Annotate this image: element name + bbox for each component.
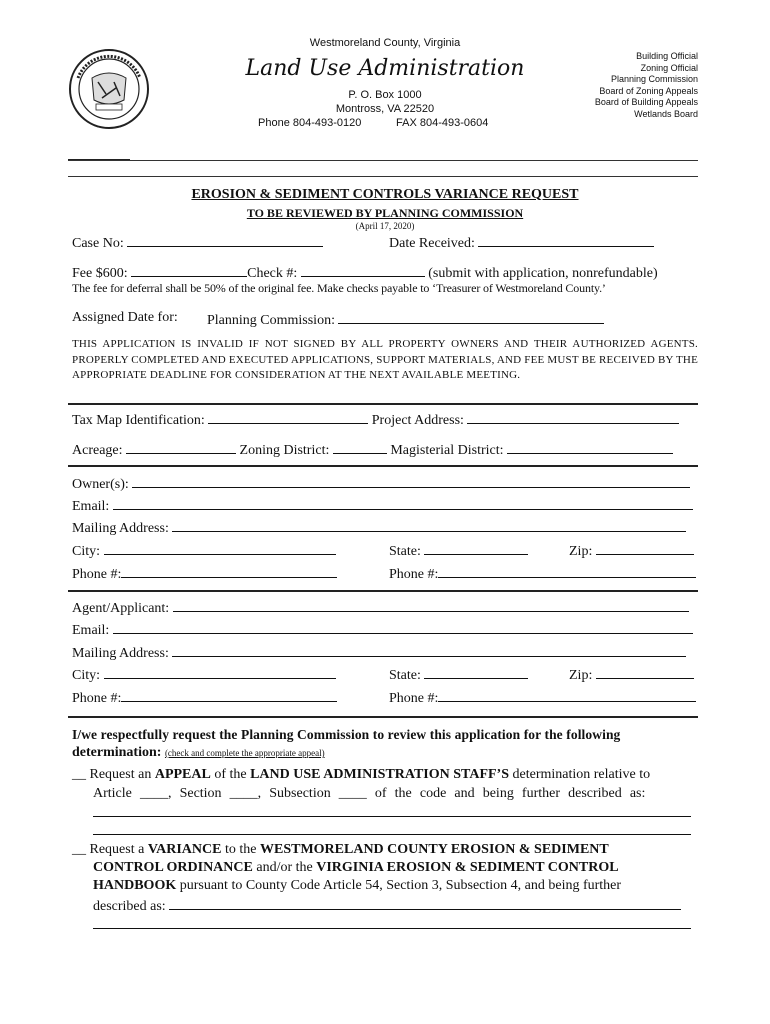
- owner-phone-row: [72, 564, 337, 583]
- assigned-date-label: Assigned Date for:: [72, 310, 178, 325]
- agent-field[interactable]: [173, 598, 689, 612]
- fee-field[interactable]: [131, 263, 247, 277]
- appeal-staff: LAND USE ADMINISTRATION STAFF’S: [250, 767, 510, 782]
- variance-line3: [93, 878, 621, 894]
- check-label: Check #:: [247, 266, 298, 281]
- owner-state-row: [389, 541, 528, 560]
- owner-row: [72, 474, 690, 493]
- variance-pursuant: pursuant to County Code Article 54, Section 3, Subsection 4, and being further: [176, 878, 622, 893]
- appeal-line2: Article ____, Section ____, Subsection ____ of the code and being further described as:: [93, 786, 646, 801]
- owner-phone-label: Phone #:: [72, 567, 122, 582]
- agent-zip-label: Zip:: [569, 668, 593, 683]
- project-address-label: Project Address:: [371, 413, 464, 428]
- form-date: (April 17, 2020): [355, 221, 415, 231]
- variance-virginia: VIRGINIA EROSION & SEDIMENT CONTROL: [316, 860, 619, 875]
- check-note: (check and complete the appropriate appeal): [164, 748, 325, 758]
- agent-phone-field[interactable]: [121, 688, 337, 702]
- section-rule: [68, 716, 698, 718]
- owner-city-row: [72, 541, 336, 560]
- variance-text: to the: [221, 842, 260, 857]
- agent-phone-row: [72, 688, 337, 707]
- planning-commission-row: [207, 310, 604, 329]
- agent-label: Agent/Applicant:: [72, 601, 170, 616]
- date-received-row: [389, 233, 654, 252]
- acreage-row: [72, 440, 673, 459]
- owner-phone-field[interactable]: [121, 564, 337, 578]
- variance-line4: [93, 896, 681, 915]
- variance-description-field[interactable]: [169, 896, 681, 910]
- variance-described-label: described as:: [93, 899, 166, 914]
- determination-label: determination:: [72, 745, 162, 760]
- agent-mailing-label: Mailing Address:: [72, 646, 169, 661]
- agent-zip-row: [569, 665, 694, 684]
- project-address-field[interactable]: [467, 410, 679, 424]
- agent-mailing-row: [72, 643, 686, 662]
- agent-row: [72, 598, 689, 617]
- owner-mailing-field[interactable]: [172, 518, 686, 532]
- case-no-label: Case No:: [72, 236, 124, 251]
- acreage-label: Acreage:: [72, 443, 123, 458]
- check-field[interactable]: [301, 263, 425, 277]
- department-item: Zoning Official: [640, 62, 698, 73]
- owner-phone2-field[interactable]: [438, 564, 696, 578]
- variance-county: WESTMORELAND COUNTY EROSION & SEDIMENT: [259, 842, 609, 857]
- appeal-keyword: APPEAL: [154, 767, 211, 782]
- owner-state-field[interactable]: [424, 541, 528, 555]
- submit-note: (submit with application, nonrefundable): [428, 266, 658, 281]
- agent-city-label: City:: [72, 668, 101, 683]
- agent-email-field[interactable]: [113, 620, 693, 634]
- department-list: [595, 51, 698, 120]
- deferral-note: The fee for deferral shall be 50% of the original fee. Make checks payable to ‘Treasurer of Westmoreland County.’: [72, 281, 606, 295]
- section-rule: [68, 590, 698, 592]
- agent-state-field[interactable]: [424, 665, 528, 679]
- agent-phone2-field[interactable]: [438, 688, 696, 702]
- owner-mailing-label: Mailing Address:: [72, 521, 169, 536]
- fee-label: Fee $600:: [72, 266, 128, 281]
- date-received-label: Date Received:: [389, 236, 475, 251]
- acreage-field[interactable]: [126, 440, 236, 454]
- department-item: Wetlands Board: [634, 108, 698, 119]
- request-intro: I/we respectfully request the Planning Commission to review this application for the following: [72, 727, 621, 742]
- case-no-row: [72, 233, 323, 252]
- case-no-field[interactable]: [127, 233, 323, 247]
- zoning-district-label: Zoning District:: [239, 443, 330, 458]
- form-subtitle: TO BE REVIEWED BY PLANNING COMMISSION: [246, 206, 524, 220]
- owner-email-row: [72, 496, 693, 515]
- planning-commission-field[interactable]: [338, 310, 604, 324]
- owner-state-label: State:: [389, 544, 421, 559]
- appeal-description-line[interactable]: [93, 834, 691, 835]
- fee-row: [72, 263, 658, 282]
- invalid-notice: THIS APPLICATION IS INVALID IF NOT SIGNED BY ALL PROPERTY OWNERS AND THEIR AUTHORIZED AGENTS. PROPERLY COMPLETED AND EXECUTED APPLICATIONS, SUPPORT MATERIALS, AND FEE MUST BE RECEIVED BY THE APPROPRIATE DEADLINE FOR CONSIDERATION AT THE NEXT AVAILABLE MEETING.: [72, 338, 698, 381]
- owner-field[interactable]: [132, 474, 690, 488]
- owner-email-label: Email:: [72, 499, 110, 514]
- phone-number: Phone 804-493-0120: [258, 117, 362, 129]
- variance-andor: and/or the: [252, 860, 317, 875]
- agent-phone-label: Phone #:: [72, 691, 122, 706]
- variance-prefix: __ Request a: [72, 842, 148, 857]
- tax-map-row: [72, 410, 679, 429]
- variance-option[interactable]: [72, 842, 609, 858]
- date-received-field[interactable]: [478, 233, 654, 247]
- owner-phone2-label: Phone #:: [389, 567, 439, 582]
- county-name: Westmoreland County, Virginia: [309, 37, 461, 49]
- owner-mailing-row: [72, 518, 686, 537]
- department-item: Board of Building Appeals: [594, 97, 698, 107]
- appeal-option[interactable]: [72, 767, 650, 783]
- planning-commission-label: Planning Commission:: [207, 313, 335, 328]
- owner-zip-label: Zip:: [569, 544, 593, 559]
- department-item: Building Official: [636, 51, 698, 61]
- determination-row: [72, 745, 325, 761]
- owner-zip-field[interactable]: [596, 541, 694, 555]
- tax-map-field[interactable]: [208, 410, 368, 424]
- section-rule: [68, 465, 698, 467]
- department-item: Planning Commission: [610, 74, 698, 84]
- owner-phone2-row: [389, 564, 696, 583]
- header-rule: [68, 160, 698, 161]
- appeal-text: of the: [210, 767, 251, 782]
- variance-line2: [93, 860, 619, 876]
- office-title: Land Use Administration: [245, 56, 525, 81]
- agent-state-label: State:: [389, 668, 421, 683]
- appeal-tail: determination relative to: [509, 767, 651, 782]
- agent-city-field[interactable]: [104, 665, 336, 679]
- agent-phone2-label: Phone #:: [389, 691, 439, 706]
- po-box: P. O. Box 1000: [348, 89, 422, 101]
- fax-number: FAX 804-493-0604: [396, 117, 489, 129]
- variance-handbook: HANDBOOK: [93, 878, 177, 893]
- agent-email-label: Email:: [72, 623, 110, 638]
- agent-mailing-field[interactable]: [172, 643, 686, 657]
- form-title: EROSION & SEDIMENT CONTROLS VARIANCE REQUEST: [191, 187, 579, 202]
- owner-city-label: City:: [72, 544, 101, 559]
- magisterial-district-field[interactable]: [507, 440, 673, 454]
- appeal-description-line[interactable]: [93, 816, 691, 817]
- owner-zip-row: [569, 541, 694, 560]
- department-item: Board of Zoning Appeals: [599, 85, 698, 96]
- agent-state-row: [389, 665, 528, 684]
- agent-email-row: [72, 620, 693, 639]
- agent-phone2-row: [389, 688, 696, 707]
- owner-email-field[interactable]: [113, 496, 693, 510]
- variance-description-line[interactable]: [93, 928, 691, 929]
- agent-city-row: [72, 665, 336, 684]
- agent-zip-field[interactable]: [596, 665, 694, 679]
- zoning-district-field[interactable]: [333, 440, 387, 454]
- tax-map-label: Tax Map Identification:: [72, 413, 205, 428]
- header-rule-2: [68, 176, 698, 177]
- owner-label: Owner(s):: [72, 477, 129, 492]
- appeal-prefix: __ Request an: [72, 767, 155, 782]
- magisterial-district-label: Magisterial District:: [390, 443, 504, 458]
- owner-city-field[interactable]: [104, 541, 336, 555]
- variance-ordinance: CONTROL ORDINANCE: [93, 860, 253, 875]
- variance-keyword: VARIANCE: [147, 842, 222, 857]
- section-rule: [68, 403, 698, 405]
- city-line: Montross, VA 22520: [335, 103, 435, 115]
